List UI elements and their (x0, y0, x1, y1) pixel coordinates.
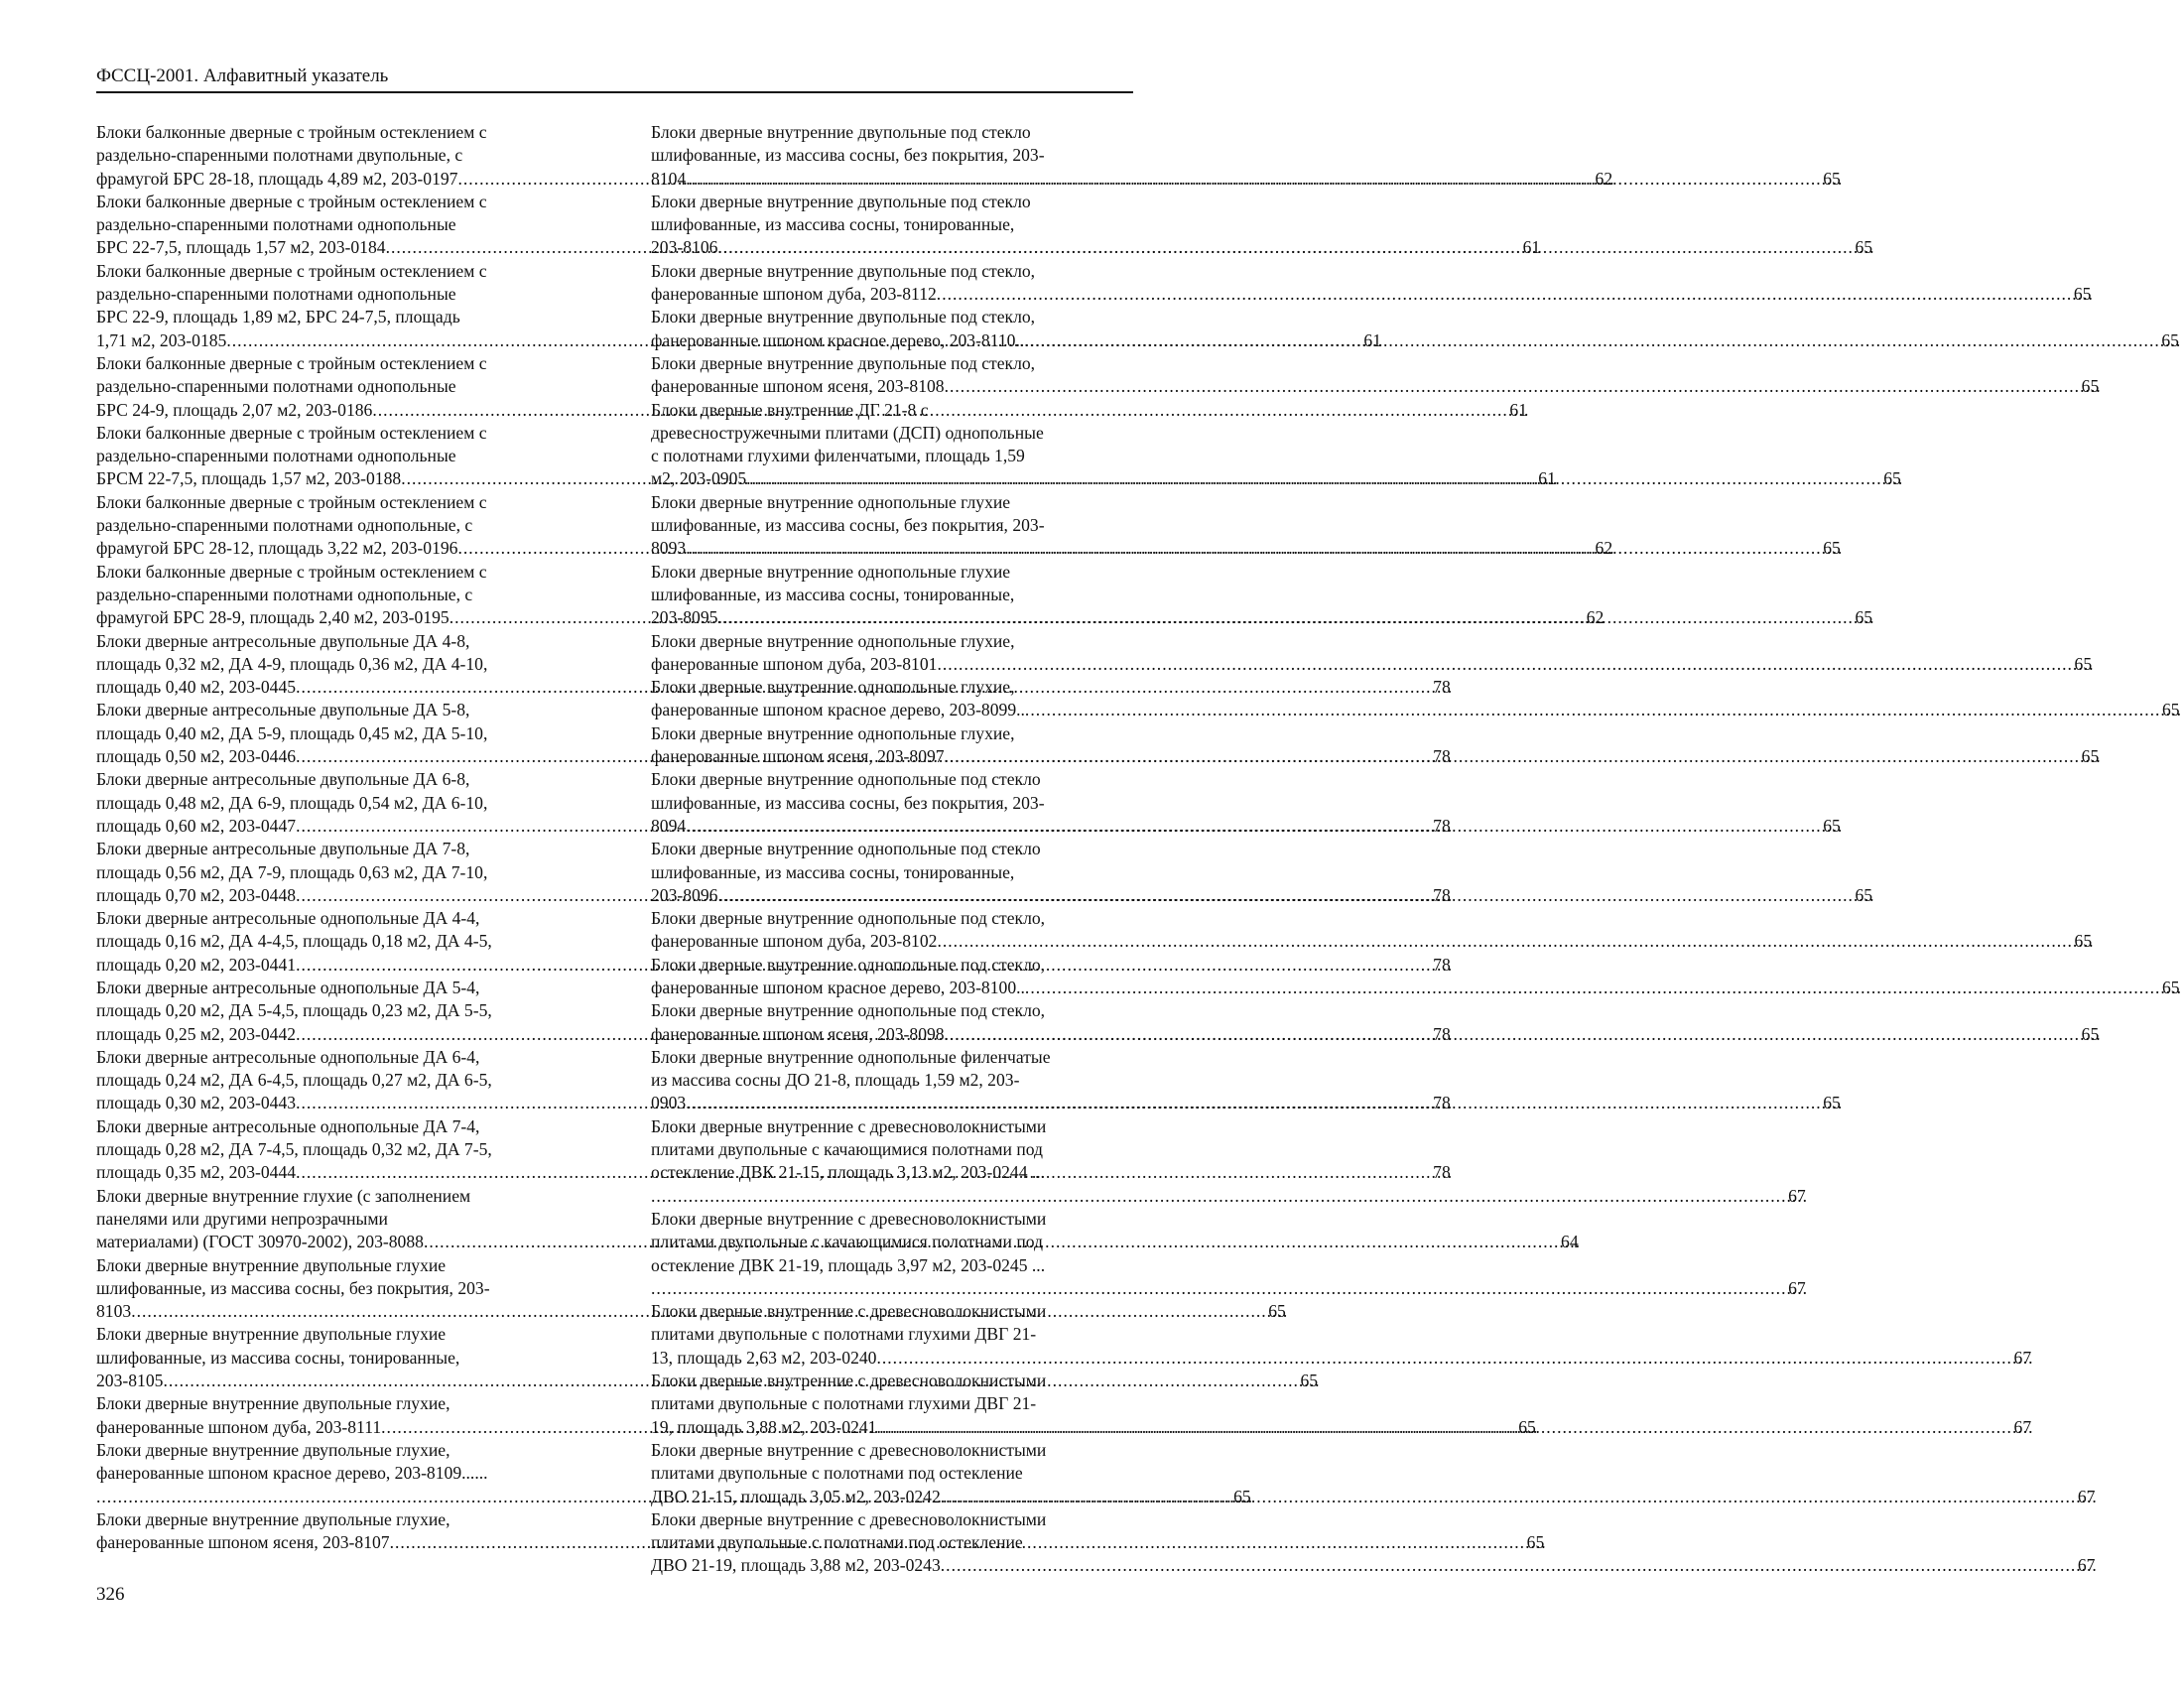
index-entry-page-number: 78 (1433, 1093, 1451, 1113)
index-entry-text: 203-8106 ..... (673, 236, 1875, 259)
index-entry-text: фанерованные шпоном ясеня, 203-8098 ..... (673, 1023, 2102, 1046)
index-entry-text: 8103 ..... (118, 1300, 1288, 1323)
index-entry-line: раздельно-спаренными полотнами однопольные, с (96, 584, 473, 604)
index-entry-line: Блоки дверные внутренние двупольные глухие, (96, 1393, 450, 1414)
index-entry-text: ДВО 21-15, площадь 3,05 м2, 203-0242 ..... (673, 1486, 2098, 1508)
index-entry-text (673, 1277, 1808, 1300)
index-entry-line: Блоки дверные внутренние двупольные под стекло, (651, 352, 1036, 373)
index-entry-page-number: 78 (1433, 815, 1451, 836)
index-entry-text: фанерованные шпоном красное дерево, 203-8110.. ..... (673, 329, 2181, 352)
index-entry-page-number: 61 (1363, 329, 1382, 350)
index-entry-line: Блоки дверные внутренние двупольные глухие, (96, 1439, 450, 1460)
index-entry-text (673, 1185, 1808, 1208)
index-entry-line: Блоки балконные дверные с тройным остеклением с (96, 422, 487, 443)
index-entry-page-number: 78 (1433, 954, 1451, 975)
index-entry-line: площадь 0,16 м2, ДА 4-4,5, площадь 0,18 м2, ДА 4-5, (96, 931, 492, 952)
index-entry (651, 260, 2092, 307)
index-entry-text: фанерованные шпоном дуба, 203-8101 ..... (673, 653, 2095, 676)
index-entry-text: площадь 0,50 м2, 203-0446 ..... (118, 745, 1453, 768)
index-entry-text: 19, площадь 3,88 м2, 203-0241 ..... (673, 1416, 2034, 1439)
index-entry-line: Блоки дверные внутренние однопольные под стекло, (651, 954, 1046, 975)
running-title: ФССЦ-2001. Алфавитный указатель (96, 65, 389, 86)
index-entry-text: фанерованные шпоном ясеня, 203-8108 ..... (673, 375, 2102, 398)
index-entry-page-number: 65 (1823, 538, 1841, 559)
index-entry-text: фанерованные шпоном дуба, 203-8112 ..... (673, 283, 2094, 306)
index-entry (651, 630, 2093, 677)
index-entry-line: Блоки дверные внутренние двупольные под стекло, (651, 307, 1036, 327)
index-entry-line: Блоки балконные дверные с тройным остеклением с (96, 191, 487, 211)
index-entry-text: БРСМ 22-7,5, площадь 1,57 м2, 203-0188 ..... (118, 467, 1558, 490)
index-entry-text: площадь 0,35 м2, 203-0444 ..... (118, 1161, 1453, 1184)
index-entry-page-number: 65 (2074, 931, 2093, 952)
index-entry-line: БРС 22-9, площадь 1,89 м2, БРС 24-7,5, площадь (96, 307, 460, 327)
index-entry-page-line (651, 930, 2093, 953)
index-entry-line: Блоки дверные внутренние с древесноволокнистыми (651, 1208, 1047, 1229)
index-entry-line: Блоки дверные внутренние с древесноволокнистыми (651, 1439, 1047, 1460)
index-entry-page-number: 65 (1268, 1301, 1286, 1322)
index-entry-text: площадь 0,70 м2, 203-0448 ..... (118, 884, 1453, 907)
index-entry-page-number: 65 (1883, 468, 1901, 489)
index-entry-line: раздельно-спаренными полотнами двупольные, с (96, 145, 463, 166)
index-entry-line: Блоки балконные дверные с тройным остеклением с (96, 352, 487, 373)
index-entry-page-number: 65 (1526, 1532, 1545, 1553)
index-entry-page-number: 64 (1561, 1232, 1579, 1252)
index-entry-line: Блоки балконные дверные с тройным остеклением с (96, 491, 487, 512)
index-entry-line: площадь 0,28 м2, ДА 7-4,5, площадь 0,32 м2, ДА 7-5, (96, 1139, 492, 1160)
index-entry-line: Блоки балконные дверные с тройным остеклением с (96, 561, 487, 582)
index-entry-line: Блоки дверные внутренние однопольные под стекло, (651, 908, 1046, 929)
index-entry-page-number: 67 (1788, 1185, 1806, 1206)
index-entry-text: фанерованные шпоном дуба, 203-8102 ..... (673, 930, 2095, 953)
index-entry-line: Блоки дверные внутренние однопольные под стекло (651, 839, 1041, 859)
index-entry-text: площадь 0,40 м2, 203-0445 ..... (118, 676, 1453, 699)
index-entry-line: остекление ДВК 21-15, площадь 3,13 м2, 203-0244 ... (651, 1162, 1046, 1183)
index-entry-line: плитами двупольные с полотнами под остекление (651, 1532, 1023, 1553)
index-entry-page-number: 65 (2081, 746, 2100, 767)
index-entry-page-number: 67 (2013, 1347, 2032, 1368)
index-entry-line: раздельно-спаренными полотнами однопольные (96, 214, 456, 235)
index-entry-line: Блоки дверные антресольные двупольные ДА 7-8, (96, 839, 470, 859)
index-entry-page-line (651, 1347, 2032, 1370)
index-entry-page-number: 65 (2081, 376, 2100, 397)
index-entry-line: раздельно-спаренными полотнами однопольные (96, 376, 456, 397)
index-entry-page-number: 78 (1433, 884, 1451, 905)
index-entry-line: Блоки дверные внутренние однопольные под стекло, (651, 1000, 1046, 1021)
index-entry-line: раздельно-спаренными полотнами однопольные (96, 446, 456, 466)
index-entry-page-number: 61 (1538, 468, 1556, 489)
index-entry-line: Блоки дверные антресольные двупольные ДА 4-8, (96, 630, 470, 651)
index-entry-page-number: 65 (2161, 700, 2180, 720)
index-entry-text: 0903 ..... (673, 1092, 1843, 1114)
index-entry-text: материалами) (ГОСТ 30970-2002), 203-8088 ..... (118, 1231, 1581, 1253)
index-entry-line: Блоки дверные внутренние глухие (с заполнением (96, 1185, 471, 1206)
index-entry-line: плитами двупольные с качающимися полотнами под (651, 1232, 1043, 1252)
index-entry-page-number: 65 (2161, 329, 2179, 350)
index-entry-line: с полотнами глухими филенчатыми, площадь 1,59 (651, 446, 1025, 466)
index-entry-line: Блоки дверные внутренние однопольные филенчатые (651, 1046, 1051, 1067)
index-entry-page-number: 62 (1586, 607, 1605, 628)
index-entry-line: Блоки балконные дверные с тройным остеклением с (96, 260, 487, 281)
index-entry-line: раздельно-спаренными полотнами однопольные, с (96, 515, 473, 536)
index-entry-line: Блоки дверные внутренние однопольные под стекло (651, 769, 1041, 790)
index-entry-line: шлифованные, из массива сосны, тонированные, (651, 584, 1015, 604)
index-entry-line: Блоки дверные внутренние с древесноволокнистыми (651, 1115, 1047, 1136)
index-entry-line: Блоки дверные антресольные двупольные ДА 6-8, (96, 769, 470, 790)
index-entry-text: 203-8096 ..... (673, 884, 1875, 907)
index-entry-text: фанерованные шпоном дуба, 203-8111 ..... (118, 1416, 1538, 1439)
index-entry-line: площадь 0,40 м2, ДА 5-9, площадь 0,45 м2, ДА 5-10, (96, 722, 488, 743)
index-entry-line: площадь 0,48 м2, ДА 6-9, площадь 0,54 м2, ДА 6-10, (96, 792, 488, 813)
index-entry-page-line (651, 375, 2100, 398)
index-entry-line: из массива сосны ДО 21-8, площадь 1,59 м2, 203- (651, 1070, 1020, 1091)
index-entry-line: Блоки дверные антресольные однопольные ДА 7-4, (96, 1115, 480, 1136)
index-entry-page-number: 67 (2077, 1486, 2096, 1506)
index-entry-page-number: 65 (1855, 884, 1873, 905)
index-entry-line: Блоки дверные внутренние однопольные глухие, (651, 722, 1015, 743)
index-entry-page-number: 67 (1788, 1277, 1806, 1298)
index-entry-line: Блоки дверные внутренние двупольные под стекло (651, 191, 1031, 211)
index-entry-line: Блоки дверные внутренние двупольные под стекло, (651, 260, 1036, 281)
index-entry-line: Блоки дверные внутренние двупольные глухие (96, 1254, 447, 1275)
index-entry-text: БРС 24-9, площадь 2,07 м2, 203-0186 ..... (118, 399, 1529, 422)
index-entry-line: Блоки дверные внутренние однопольные глухие (651, 561, 1011, 582)
index-entry-line: плитами двупольные с качающимися полотнами под (651, 1139, 1043, 1160)
index-entry-line: шлифованные, из массива сосны, без покрытия, 203- (96, 1277, 490, 1298)
index-entry-page-number: 65 (1855, 607, 1873, 628)
index-entry-text: площадь 0,30 м2, 203-0443 ..... (118, 1092, 1453, 1114)
index-entry-page-number: 78 (1433, 1023, 1451, 1044)
index-entry-line: Блоки дверные внутренние с древесноволокнистыми (651, 1371, 1047, 1391)
page-number: 326 (96, 1584, 125, 1605)
index-entry-text: 1,71 м2, 203-0185 ..... (118, 329, 1383, 352)
index-entry-line: Блоки дверные внутренние ДГ 21-8 с (651, 399, 929, 420)
index-entry-line: Блоки дверные антресольные двупольные ДА 5-8, (96, 700, 470, 720)
index-entry-line: площадь 0,32 м2, ДА 4-9, площадь 0,36 м2, ДА 4-10, (96, 653, 488, 674)
index-entry-line: древесностружечными плитами (ДСП) однопольные (651, 422, 1044, 443)
index-entry-line: площадь 0,20 м2, ДА 5-4,5, площадь 0,23 м2, ДА 5-5, (96, 1000, 492, 1021)
index-entry-page-number: 65 (2073, 284, 2092, 305)
index-entry-line: шлифованные, из массива сосны, без покрытия, 203- (651, 145, 1045, 166)
index-entry-page-number: 78 (1433, 1162, 1451, 1183)
index-entry-text: м2, 203-0905 ..... (673, 467, 1903, 490)
index-entry-line: площадь 0,24 м2, ДА 6-4,5, площадь 0,27 м2, ДА 6-5, (96, 1070, 492, 1091)
index-entry-page-number: 61 (1509, 399, 1528, 420)
index-entry-text: 8093 ..... (673, 537, 1843, 560)
index-entry-page-line (651, 653, 2093, 676)
index-entry-page-number: 65 (1300, 1371, 1319, 1391)
index-entry-line: шлифованные, из массива сосны, тонированные, (651, 861, 1015, 882)
index-entry-text: фрамугой БРС 28-9, площадь 2,40 м2, 203-0195 ..... (118, 606, 1606, 629)
index-entry-page-number: 61 (1522, 237, 1541, 258)
index-entry-text: площадь 0,25 м2, 203-0442 ..... (118, 1023, 1453, 1046)
index-entry-line: Блоки дверные антресольные однопольные ДА 6-4, (96, 1046, 480, 1067)
index-entry-line: шлифованные, из массива сосны, тонированные, (651, 214, 1015, 235)
index-entry-line: плитами двупольные с полотнами под остекление (651, 1463, 1023, 1484)
index-entry-text: фрамугой БРС 28-18, площадь 4,89 м2, 203-0197 ..... (118, 168, 1615, 191)
index-entry-text: площадь 0,20 м2, 203-0441 ..... (118, 954, 1453, 977)
page-header (96, 62, 1133, 93)
index-entry-line: Блоки дверные внутренние двупольные под стекло (651, 122, 1031, 142)
index-entry-page-number: 65 (2161, 977, 2180, 997)
index-entry-line: Блоки дверные внутренние двупольные глухие, (96, 1508, 450, 1529)
index-entry-text: 203-8095 ..... (673, 606, 1875, 629)
index-entry-page-number: 67 (2077, 1555, 2096, 1576)
index-entry-page-number: 65 (1823, 1093, 1841, 1113)
index-entry-line: Блоки дверные внутренние однопольные глухие (651, 491, 1011, 512)
index-entry-page-line (651, 283, 2092, 306)
index-entry-line: Блоки дверные внутренние однопольные глухие, (651, 677, 1015, 698)
index-entry-page-line (651, 699, 2180, 721)
index-entry-line: шлифованные, из массива сосны, без покрытия, 203- (651, 515, 1045, 536)
index-entry-text: фрамугой БРС 28-12, площадь 3,22 м2, 203-0196 ..... (118, 537, 1615, 560)
index-entry-text: фанерованные шпоном ясеня, 203-8097 ..... (673, 745, 2102, 768)
index-entry-line: раздельно-спаренными полотнами однопольные (96, 284, 456, 305)
index-entry-text: фанерованные шпоном ясеня, 203-8107 ..... (118, 1531, 1547, 1554)
index-entry-text: 13, площадь 2,63 м2, 203-0240 ..... (673, 1347, 2034, 1370)
index-entry (651, 352, 2100, 399)
index-entry-page-number: 78 (1433, 677, 1451, 698)
index-entry-text: 203-8105 ..... (118, 1370, 1321, 1392)
index-entry-line: плитами двупольные с полотнами глухими ДВГ 21- (651, 1324, 1037, 1345)
index-entry-line: площадь 0,56 м2, ДА 7-9, площадь 0,63 м2, ДА 7-10, (96, 861, 488, 882)
index-entry-line: шлифованные, из массива сосны, тонированные, (96, 1347, 460, 1368)
index-entry-page-line (673, 1277, 1806, 1300)
index-entry-line: шлифованные, из массива сосны, без покрытия, 203- (651, 792, 1045, 813)
index-entry-text: БРС 22-7,5, площадь 1,57 м2, 203-0184 ..... (118, 236, 1543, 259)
index-entry-text: фанерованные шпоном красное дерево, 203-8100.. ..... (673, 977, 2182, 999)
index-entry-text: 8094 ..... (673, 815, 1843, 838)
index-entry-page-number: 65 (2074, 653, 2093, 674)
index-entry-page-line (673, 1185, 1806, 1208)
index-entry-page-number: 65 (1823, 815, 1841, 836)
index-entry-line: панелями или другими непрозрачными (96, 1208, 388, 1229)
index-entry-text: ДВО 21-19, площадь 3,88 м2, 203-0243 ..... (673, 1554, 2098, 1577)
index-entry-line: фанерованные шпоном красное дерево, 203-8109...... (96, 1463, 488, 1484)
index-entry-page-number: 78 (1433, 746, 1451, 767)
index-entry-page-number: 62 (1595, 168, 1613, 189)
index-entry-line: плитами двупольные с полотнами глухими ДВГ 21- (651, 1393, 1037, 1414)
index-entry-page-number: 65 (1518, 1416, 1536, 1437)
index-entry-line: Блоки дверные внутренние с древесноволокнистыми (651, 1508, 1047, 1529)
index-entry-line: Блоки дверные внутренние однопольные глухие, (651, 630, 1015, 651)
index-entry-page-number: 65 (1233, 1486, 1251, 1506)
index-entry-line: Блоки балконные дверные с тройным остеклением с (96, 122, 487, 142)
index-entry-page-number: 62 (1595, 538, 1613, 559)
index-entry-line: Блоки дверные внутренние двупольные глухие (96, 1324, 447, 1345)
index-entry (651, 907, 2093, 954)
index-entry-line: Блоки дверные антресольные однопольные ДА 5-4, (96, 977, 480, 997)
index-entry-line: остекление ДВК 21-19, площадь 3,97 м2, 203-0245 ... (651, 1254, 1046, 1275)
index-entry-line: Блоки дверные внутренние с древесноволокнистыми (651, 1301, 1047, 1322)
index-entry-line: Блоки дверные антресольные однопольные ДА 4-4, (96, 908, 480, 929)
index-entry-page-number: 67 (2013, 1416, 2032, 1437)
index-entry-text: 8104 ..... (673, 168, 1843, 191)
index-entry-page-line (651, 977, 2180, 999)
index-entry-page-number: 65 (2081, 1023, 2100, 1044)
index-entry-page-number: 65 (1855, 237, 1873, 258)
index-entry-page-number: 65 (1823, 168, 1841, 189)
index-entry-text: фанерованные шпоном красное дерево, 203-8099.. ..... (673, 699, 2182, 721)
index-entry-text: площадь 0,60 м2, 203-0447 ..... (118, 815, 1453, 838)
index-entry-page-line (651, 1554, 2096, 1577)
